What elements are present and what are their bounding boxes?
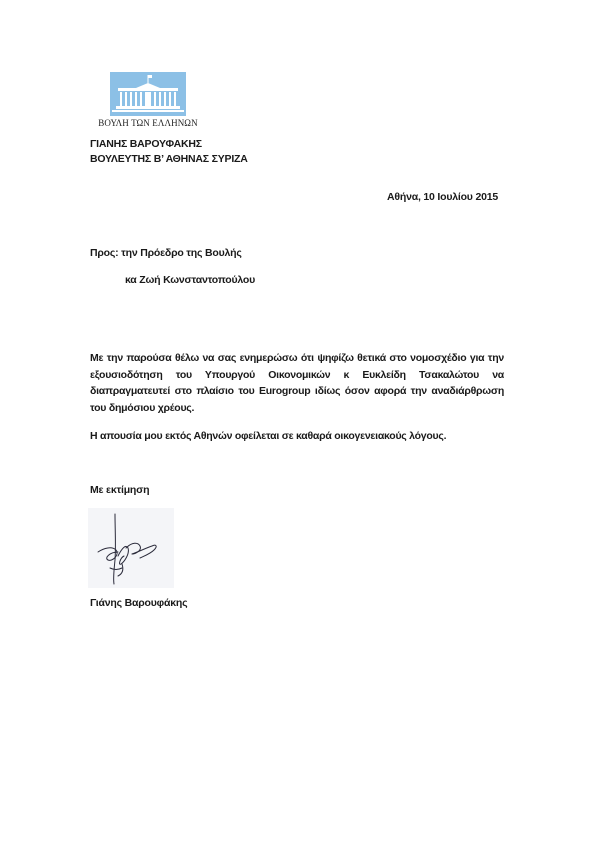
sender-title: ΒΟΥΛΕΥΤΗΣ Β’ ΑΘΗΝΑΣ ΣΥΡΙΖΑ — [90, 153, 248, 165]
institution-name: ΒΟΥΛΗ ΤΩΝ ΕΛΛΗΝΩΝ — [98, 118, 198, 128]
signer-name: Γιάνης Βαρουφάκης — [90, 597, 188, 609]
sender-block — [90, 137, 248, 167]
parliament-logo — [110, 72, 186, 116]
handwritten-signature — [88, 508, 174, 588]
addressee-line: Προς: την Πρόεδρο της Βουλής — [90, 247, 242, 259]
body-paragraph-2: Η απουσία μου εκτός Αθηνών οφείλεται σε καθαρά οικογενειακούς λόγους. — [90, 430, 447, 442]
letter-date: Αθήνα, 10 Ιουλίου 2015 — [387, 191, 498, 203]
closing-salutation: Με εκτίμηση — [90, 484, 150, 496]
sender-name: ΓΙΑΝΗΣ ΒΑΡΟΥΦΑΚΗΣ — [90, 138, 202, 150]
addressee-name: κα Ζωή Κωνσταντοπούλου — [125, 274, 256, 286]
body-paragraph-1: Με την παρούσα θέλω να σας ενημερώσω ότι ψηφίζω θετικά στο νομοσχέδιο για την εξουσιοδότηση του Υπουργού Οικονομικών κ Ευκλείδη Τσακαλώτου να διαπραγματευτεί στο πλαίσιο του Eurogroup ιδίως όσον αφορά την αναδιάρθρωση του δημόσιου χρέους. — [90, 352, 504, 414]
